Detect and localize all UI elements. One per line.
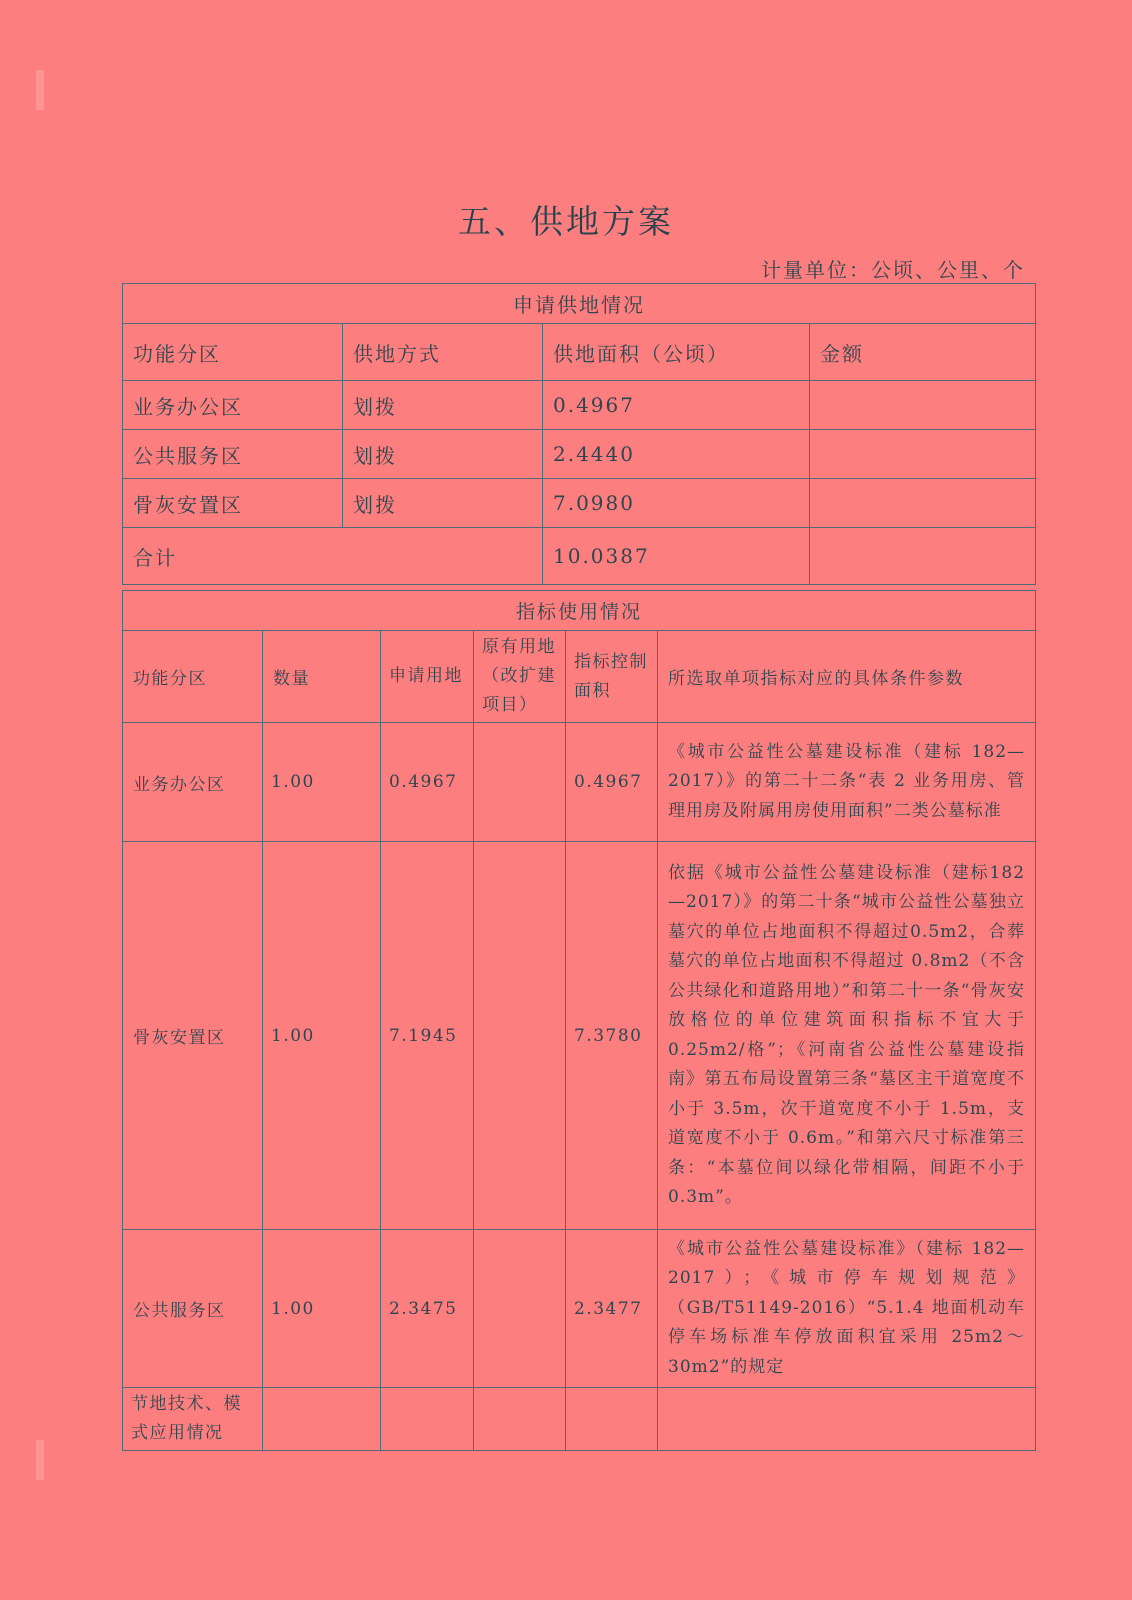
table-row	[123, 430, 1036, 479]
params-cell: 《城市公益性公墓建设标准（建标 182—2017）》的第二十二条“表 2 业务用房、管理用房及附属用房使用面积”二类公墓标准	[658, 723, 1036, 842]
scan-margin-mark	[36, 70, 44, 110]
area-cell: 2.4440	[543, 430, 810, 479]
params-cell: 依据《城市公益性公墓建设标准（建标182—2017）》的第二十条“城市公益性公墓独立墓穴的单位占地面积不得超过0.5m2，合葬墓穴的单位占地面积不得超过 0.8m2（不含公共绿化和道路用地）”和第二十一条“骨灰安放格位的单位建筑面积指标不宜大于 0.25m2/格”；《河南省公益性公墓建设指南》第五布局设置第三条“墓区主干道宽度不小于 3.5m，次干道宽度不小于 1.5m，支道宽度不小于 0.6m。”和第六尺寸标准第三条：“本墓位间以绿化带相隔，间距不小于 0.3m”。	[658, 842, 1036, 1230]
table-row	[123, 479, 1036, 528]
empty-cell	[381, 1388, 474, 1451]
total-area: 10.0387	[543, 528, 810, 585]
apply-cell: 0.4967	[381, 723, 474, 842]
indicator-header-apply: 申请用地	[381, 631, 474, 723]
area-cell: 7.0980	[543, 479, 810, 528]
zone-cell: 公共服务区	[123, 1230, 263, 1388]
supply-table	[122, 283, 1036, 585]
page-title: 五、供地方案	[458, 202, 674, 241]
empty-cell	[566, 1388, 658, 1451]
zone-cell: 业务办公区	[123, 381, 343, 430]
indicator-header-qty: 数量	[263, 631, 381, 723]
supply-header-method: 供地方式	[343, 324, 543, 381]
empty-cell	[658, 1388, 1036, 1451]
method-cell: 划拨	[343, 479, 543, 528]
indicator-header-control: 指标控制面积	[566, 631, 658, 723]
scan-margin-mark	[36, 1440, 44, 1480]
supply-section-title: 申请供地情况	[123, 284, 1036, 324]
supply-header-zone: 功能分区	[123, 324, 343, 381]
empty-cell	[263, 1388, 381, 1451]
indicator-header-params: 所选取单项指标对应的具体条件参数	[658, 631, 1036, 723]
total-amount	[810, 528, 1036, 585]
zone-cell: 骨灰安置区	[123, 479, 343, 528]
table-row	[123, 723, 1036, 842]
amount-cell	[810, 381, 1036, 430]
existing-cell	[474, 723, 566, 842]
supply-header-amount: 金额	[810, 324, 1036, 381]
method-cell: 划拨	[343, 381, 543, 430]
amount-cell	[810, 479, 1036, 528]
tech-row	[123, 1388, 1036, 1451]
zone-cell: 业务办公区	[123, 723, 263, 842]
apply-cell: 2.3475	[381, 1230, 474, 1388]
area-cell: 0.4967	[543, 381, 810, 430]
tech-label: 节地技术、模式应用情况	[123, 1388, 263, 1451]
indicator-section-title: 指标使用情况	[123, 591, 1036, 631]
zone-cell: 骨灰安置区	[123, 842, 263, 1230]
existing-cell	[474, 1230, 566, 1388]
amount-cell	[810, 430, 1036, 479]
control-cell: 7.3780	[566, 842, 658, 1230]
qty-cell: 1.00	[263, 723, 381, 842]
unit-note: 计量单位：公顷、公里、个	[761, 258, 1025, 282]
apply-cell: 7.1945	[381, 842, 474, 1230]
qty-cell: 1.00	[263, 842, 381, 1230]
supply-header-area: 供地面积（公顷）	[543, 324, 810, 381]
params-cell: 《城市公益性公墓建设标准》（建标 182—2017）；《城市停车规划规范》（GB/T51149-2016）“5.1.4 地面机动车停车场标准车停放面积宜采用 25m2～30m2”的规定	[658, 1230, 1036, 1388]
empty-cell	[474, 1388, 566, 1451]
indicator-header-zone: 功能分区	[123, 631, 263, 723]
control-cell: 2.3477	[566, 1230, 658, 1388]
qty-cell: 1.00	[263, 1230, 381, 1388]
zone-cell: 公共服务区	[123, 430, 343, 479]
total-label: 合计	[123, 528, 543, 585]
indicator-table	[122, 590, 1036, 1451]
table-row	[123, 381, 1036, 430]
total-row	[123, 528, 1036, 585]
table-row	[123, 1230, 1036, 1388]
method-cell: 划拨	[343, 430, 543, 479]
control-cell: 0.4967	[566, 723, 658, 842]
table-row	[123, 842, 1036, 1230]
indicator-header-existing: 原有用地（改扩建项目）	[474, 631, 566, 723]
existing-cell	[474, 842, 566, 1230]
